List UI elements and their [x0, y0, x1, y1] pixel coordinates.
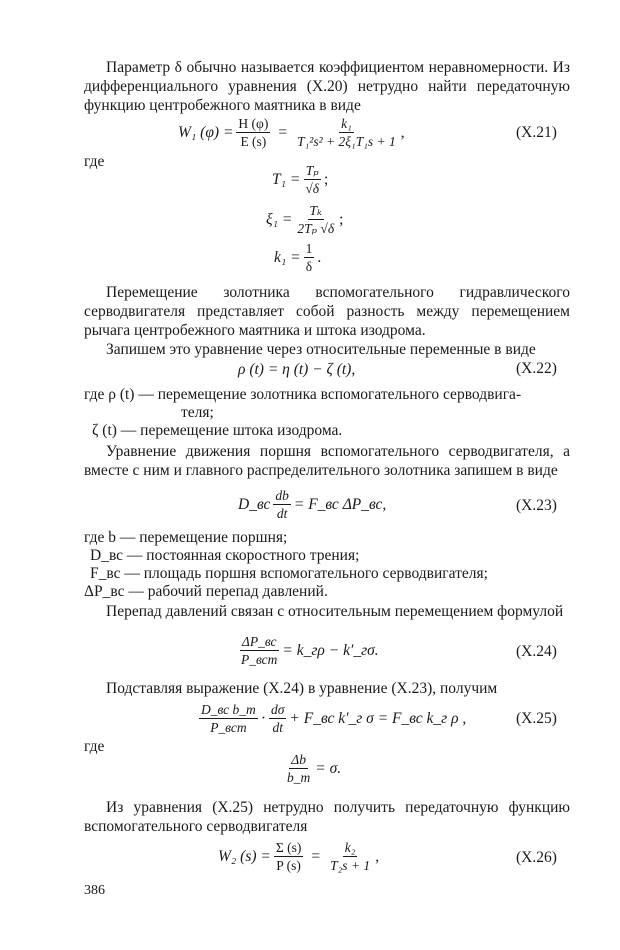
eq-x25-rhs: + F_вс k′_г σ = F_вс k_г ρ ,	[289, 709, 467, 727]
eq-xi1-num: Tₖ	[309, 203, 322, 218]
equation-x22	[238, 358, 355, 382]
eq-x23-lhs: D_вс	[238, 495, 271, 513]
definitions-rho	[84, 386, 521, 440]
eq-x25-fraction-1	[199, 702, 258, 735]
equation-ratio	[282, 752, 341, 785]
eq-x25-fraction-2	[269, 702, 286, 735]
eq-x26-f2-den: T₂s + 1	[330, 858, 371, 873]
eq-x21-fraction-2	[295, 116, 398, 149]
eq-x21-eq: =	[278, 123, 288, 141]
eq-x26-fraction-1	[274, 840, 303, 873]
def-dpvc-line: ΔP_вс — рабочий перепад давлений.	[84, 583, 328, 600]
equation-x21	[178, 116, 405, 149]
eq-k1-lhs: k₁ =	[274, 248, 301, 266]
equation-x23	[238, 488, 386, 521]
eq-ratio-den: b_m	[287, 770, 311, 785]
eq-x24-num: ΔP_вс	[241, 634, 277, 649]
eq-x23-fraction	[273, 488, 291, 521]
eq-k1-tail: .	[317, 248, 322, 266]
eq-x25-number: (X.25)	[516, 710, 557, 727]
equation-xi1	[266, 203, 343, 236]
eq-t1-num: Tₚ	[305, 163, 319, 178]
eq-x26-f1-den: P (s)	[276, 858, 301, 873]
eq-ratio-fraction	[285, 752, 312, 785]
eq-t1-tail: ;	[324, 170, 329, 188]
eq-x25-f2-den: dt	[272, 720, 283, 735]
eq-x24-fraction	[239, 634, 279, 667]
equation-x25	[196, 702, 466, 735]
paragraph-5: Перепад давлений связан с относительным перемещением формулой	[106, 603, 564, 620]
eq-t1-den: √δ	[305, 181, 320, 196]
eq-x21-lhs: W₁ (φ) =	[178, 123, 234, 141]
eq-x25-f2-num: dσ	[270, 702, 285, 717]
eq-x24-number: (X.24)	[516, 643, 557, 660]
paragraph-4: Уравнение движения поршня вспомогательного серводвигателя, а вместе с ним и главного распределительного золотника запишем в виде	[84, 443, 570, 479]
def-fvc-line: F_вс — площадь поршня вспомогательного серводвигателя;	[90, 565, 488, 582]
where-1: где	[84, 153, 105, 170]
eq-x23-number: (X.23)	[516, 497, 557, 514]
eq-x26-fraction-2	[328, 840, 372, 873]
paragraph-7: Из уравнения (X.25) нетрудно получить передаточную функцию вспомогательного серводвигателя	[84, 799, 570, 835]
eq-x25-f1-den: P_всm	[210, 720, 247, 735]
eq-x21-f2-den: T₁²s² + 2ξ₁T₁s + 1	[297, 134, 396, 149]
eq-x26-number: (X.26)	[516, 849, 557, 866]
eq-x21-f1-den: E (s)	[240, 134, 267, 149]
eq-x26-tail: ,	[375, 847, 380, 865]
equation-x24	[236, 634, 379, 667]
eq-x23-rhs: = F_вс ΔP_вс,	[293, 495, 387, 513]
paragraph-1: Параметр δ обычно называется коэффициентом неравномерности. Из дифференциального уравнения (X.20) нетрудно найти передаточную функцию центробежного маятника в виде	[84, 59, 570, 114]
def-rho-line-1: где ρ (t) — перемещение золотника вспомогательного серводвига-	[84, 386, 522, 403]
equation-x26	[218, 840, 379, 873]
equation-k1	[274, 241, 321, 274]
eq-t1-lhs: T₁ =	[272, 170, 301, 188]
eq-x25-f1-num: D_вс b_m	[201, 702, 256, 717]
eq-x26-eq: =	[311, 847, 321, 865]
eq-k1-fraction	[304, 241, 315, 274]
eq-x22-number: (X.22)	[516, 360, 557, 377]
eq-x21-f2-num: k₁	[341, 116, 352, 131]
equation-t1	[272, 163, 328, 196]
paragraph-6: Подставляя выражение (X.24) в уравнение (X.23), получим	[106, 680, 498, 697]
eq-x21-fraction-1	[236, 116, 270, 149]
eq-x26-lhs: W₂ (s) =	[218, 847, 271, 865]
def-rho-line-2: теля;	[181, 404, 214, 421]
eq-ratio-rhs: = σ.	[315, 759, 342, 777]
def-zeta-line: ζ (t) — перемещение штока изодрома.	[92, 422, 343, 439]
eq-xi1-tail: ;	[339, 210, 344, 228]
definitions-b	[84, 529, 488, 601]
eq-xi1-den: 2Tₚ √δ	[297, 221, 335, 236]
paragraph-3: Запишем это уравнение через относительные переменные в виде	[106, 341, 536, 358]
eq-x22-text: ρ (t) = η (t) − ζ (t),	[238, 361, 356, 378]
eq-x24-rhs: = k_гρ − k′_гσ.	[282, 641, 379, 659]
paragraph-2: Перемещение золотника вспомогательного гидравлического серводвигателя представляет собой разность между перемещением рычага центробежного маятника и штока изодрома.	[84, 284, 570, 339]
def-dvc-line: D_вс — постоянная скоростного трения;	[90, 547, 360, 564]
eq-x24-den: P_всm	[241, 652, 278, 667]
eq-x23-num: db	[275, 488, 289, 503]
eq-ratio-num: Δb	[291, 752, 306, 767]
eq-x21-f1-num: H (φ)	[238, 116, 269, 131]
eq-t1-fraction	[303, 163, 321, 196]
eq-k1-den: δ	[305, 259, 313, 274]
eq-x25-dot: ·	[260, 709, 266, 727]
eq-xi1-lhs: ξ₁ =	[266, 210, 293, 228]
where-ratio: где	[84, 738, 105, 755]
eq-x26-f1-num: Σ (s)	[275, 840, 302, 855]
eq-x21-number: (X.21)	[516, 124, 557, 141]
eq-k1-num: 1	[305, 241, 313, 256]
page-number: 386	[84, 883, 105, 898]
eq-xi1-fraction	[295, 203, 336, 236]
eq-x26-f2-num: k₂	[344, 840, 356, 855]
eq-x21-tail: ,	[400, 123, 405, 141]
eq-x23-den: dt	[276, 506, 288, 521]
def-b-line: где b — перемещение поршня;	[84, 529, 288, 546]
